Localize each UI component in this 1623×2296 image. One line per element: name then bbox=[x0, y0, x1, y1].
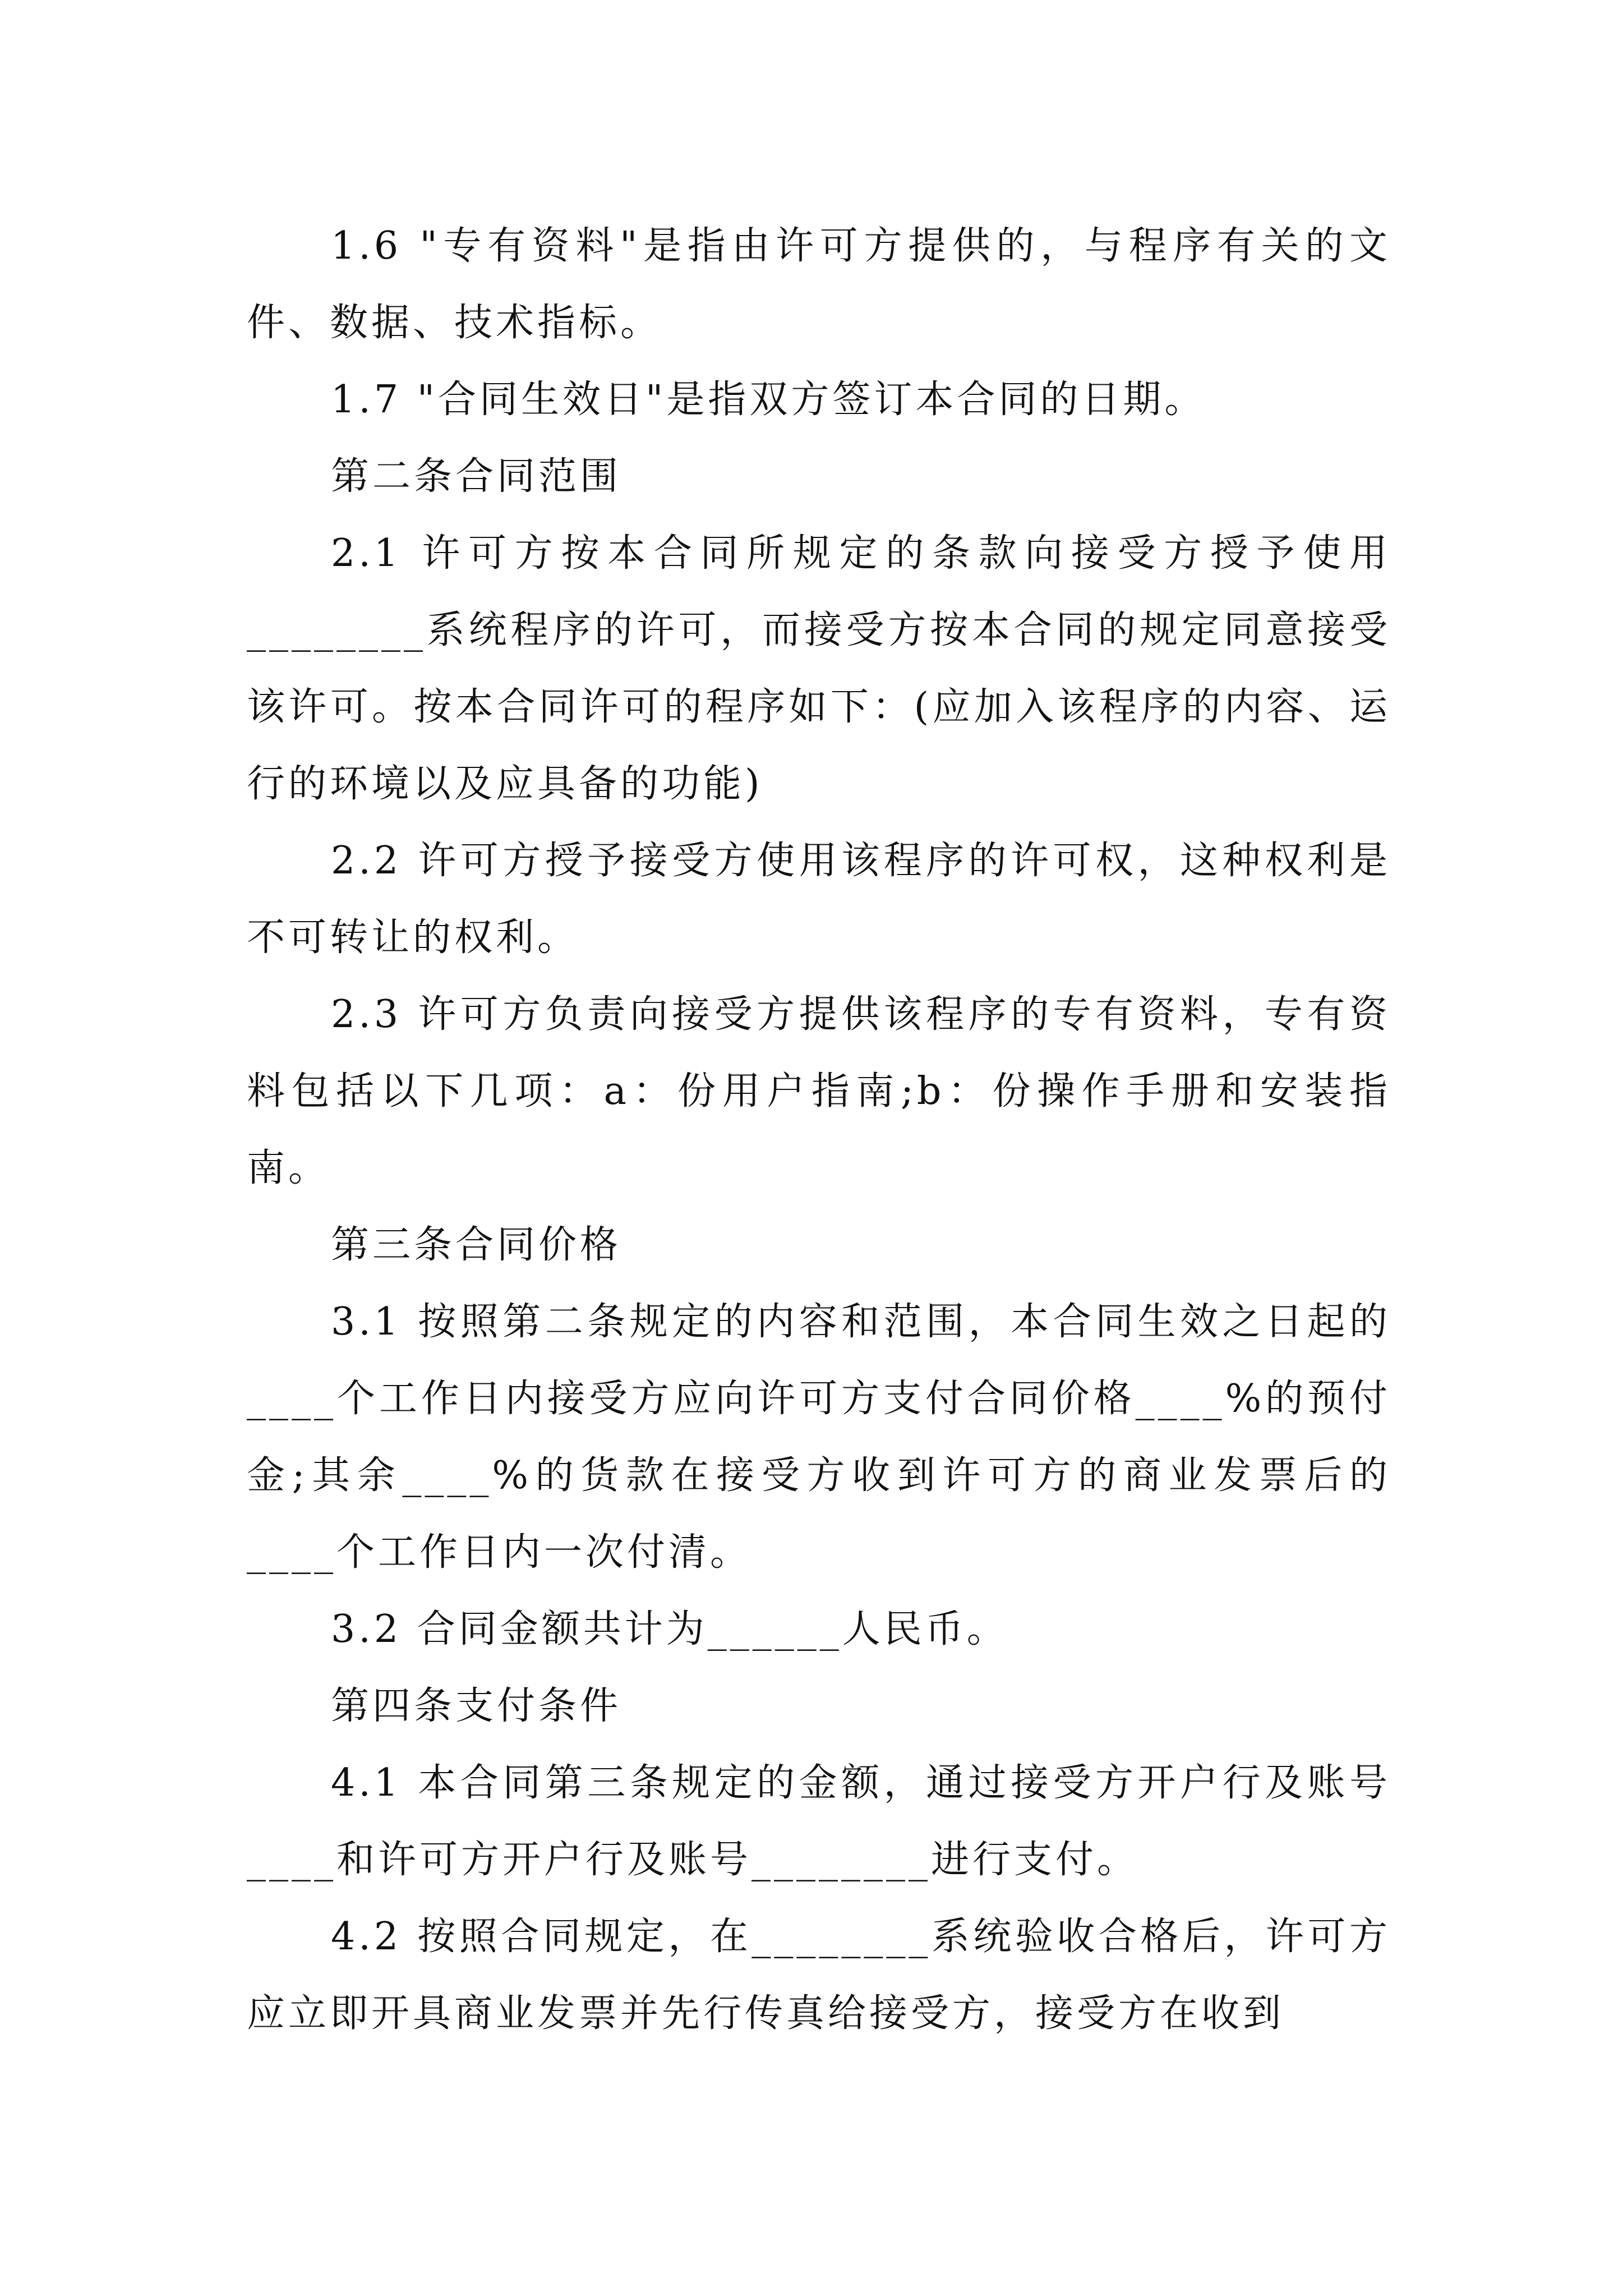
clause-2-2: 2.2 许可方授予接受方使用该程序的许可权，这种权利是不可转让的权利。 bbox=[247, 839, 1391, 960]
document-body bbox=[247, 208, 1391, 2052]
article-3-heading: 第三条合同价格 bbox=[331, 1223, 622, 1267]
clause-2-3: 2.3 许可方负责向接受方提供该程序的专有资料，专有资料包括以下几项：a：份用户指南;b：份操作手册和安装指南。 bbox=[247, 992, 1391, 1190]
clause-4-1: 4.1 本合同第三条规定的金额，通过接受方开户行及账号____和许可方开户行及账号________进行支付。 bbox=[247, 1761, 1391, 1882]
clause-2-1: 2.1 许可方按本合同所规定的条款向接受方授予使用________系统程序的许可，而接受方按本合同的规定同意接受该许可。按本合同许可的程序如下：(应加入该程序的内容、运行的环境以及应具备的功能) bbox=[247, 531, 1391, 806]
article-2-heading: 第二条合同范围 bbox=[331, 454, 622, 499]
clause-1-7: 1.7 "合同生效日"是指双方签订本合同的日期。 bbox=[331, 378, 1206, 422]
clause-3-2: 3.2 合同金额共计为______人民币。 bbox=[331, 1607, 1008, 1651]
clause-4-2: 4.2 按照合同规定，在________系统验收合格后，许可方应立即开具商业发票并先行传真给接受方，接受方在收到 bbox=[247, 1915, 1391, 2036]
clause-3-1: 3.1 按照第二条规定的内容和范围，本合同生效之日起的____个工作日内接受方应向许可方支付合同价格____%的预付金;其余____%的货款在接受方收到许可方的商业发票后的____个工作日内一次付清。 bbox=[247, 1300, 1391, 1575]
clause-1-6: 1.6 "专有资料"是指由许可方提供的，与程序有关的文件、数据、技术指标。 bbox=[247, 224, 1391, 345]
article-4-heading: 第四条支付条件 bbox=[331, 1684, 622, 1728]
